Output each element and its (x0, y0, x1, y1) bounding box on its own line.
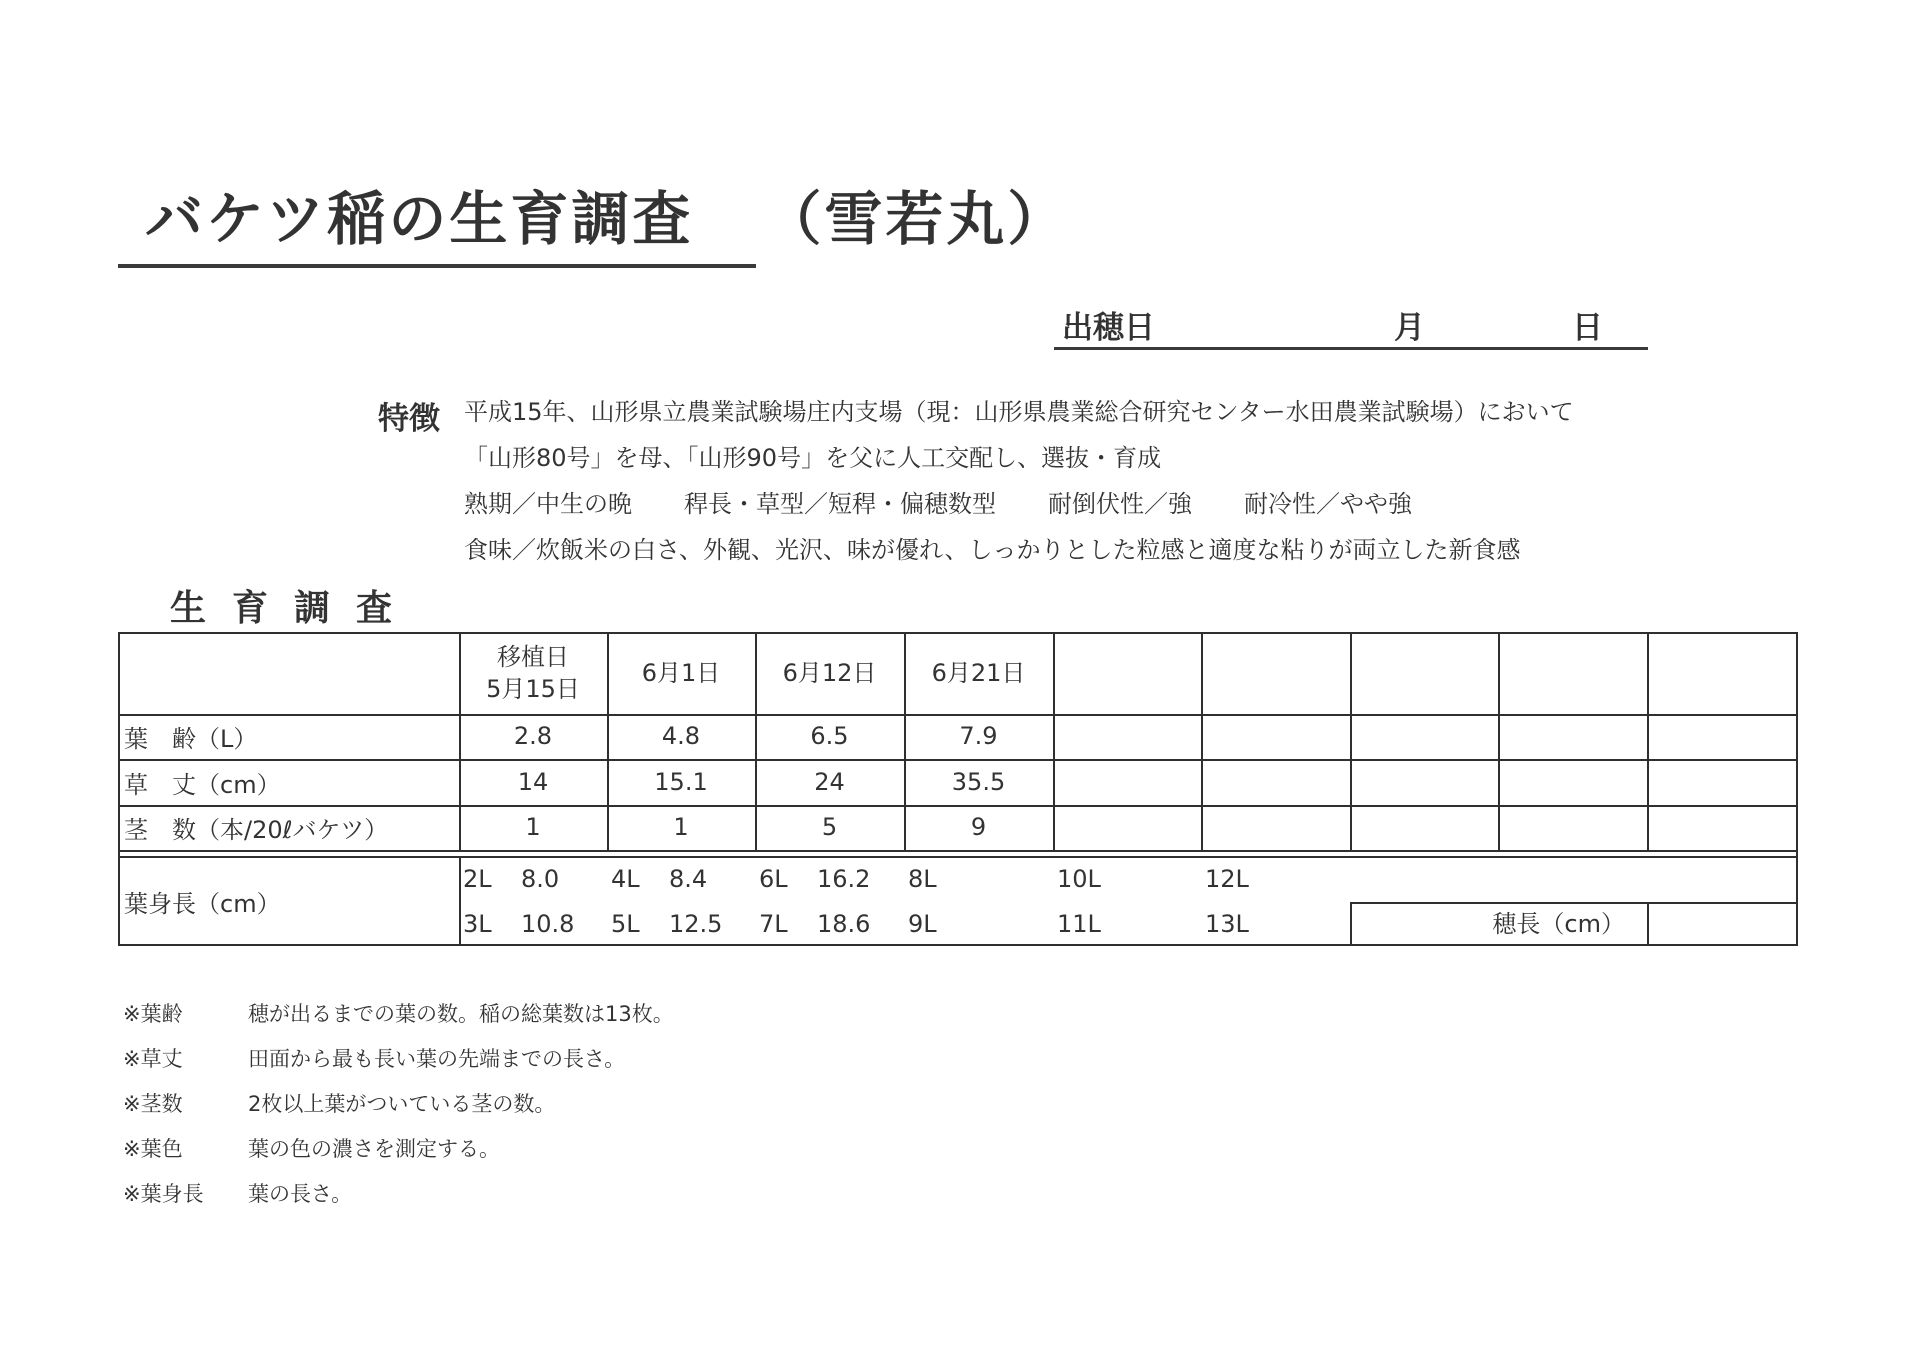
table-cell: 6.5 (810, 722, 849, 751)
leaf-length-entry (908, 856, 1051, 902)
table-cell (1350, 805, 1498, 850)
leaf-length-value: 8.4 (669, 865, 708, 893)
leaf-length-value: 18.6 (817, 910, 871, 938)
heading-date-label: 出穂日 (1062, 310, 1155, 346)
table-cell (1647, 759, 1798, 805)
leaf-length-value: 8.0 (521, 865, 560, 893)
leaf-number: 7L (759, 910, 788, 938)
leaf-number: 13L (1205, 910, 1249, 938)
table-cell (1350, 759, 1498, 805)
leaf-number: 4L (611, 865, 640, 893)
table-cell: 9 (970, 813, 987, 842)
note-key: ※葉身長 (123, 1182, 204, 1206)
features-line-3 (464, 484, 1412, 519)
features-label: 特徴 (378, 401, 440, 437)
table-cell (1350, 714, 1498, 759)
table-cell: 1 (673, 813, 689, 842)
table-cell (1201, 714, 1350, 759)
table-cell (1647, 805, 1798, 850)
title-main: バケツ稲の生育調査 (145, 185, 694, 253)
note-text: 2枚以上葉がついている茎の数。 (248, 1092, 556, 1116)
leaf-number: 10L (1057, 865, 1101, 893)
row-label: 茎 数（本/20ℓバケツ） (124, 816, 389, 844)
table-cell: 4.8 (661, 722, 701, 751)
leaf-number: 5L (611, 910, 640, 938)
leaf-length-entry (463, 902, 605, 946)
note-text: 葉の色の濃さを測定する。 (248, 1137, 500, 1161)
leaf-number: 3L (463, 910, 492, 938)
features-line-1: 平成15年、山形県立農業試験場庄内支場（現：山形県農業総合研究センター水田農業試験場）において (464, 398, 1574, 426)
leaf-number: 2L (463, 865, 492, 893)
leaf-length-value: 10.8 (521, 910, 575, 938)
heading-date-month: 月 (1394, 310, 1425, 346)
row-label: 草 丈（cm） (124, 770, 281, 799)
leaf-number: 6L (759, 865, 788, 893)
table-cell (1053, 805, 1201, 850)
survey-title: 生育調査 (170, 588, 419, 629)
ear-length-value (1647, 902, 1798, 946)
feature-lodging: 耐倒伏性／強 (1048, 490, 1192, 518)
leaf-number: 8L (908, 865, 937, 893)
note-text: 田面から最も長い葉の先端までの長さ。 (248, 1047, 626, 1071)
note-item (123, 1178, 352, 1208)
date-header-9 (1647, 632, 1798, 714)
table-cell: 15.1 (654, 767, 708, 796)
date-header-3: 6月12日 (782, 658, 877, 687)
table-cell (1201, 759, 1350, 805)
table-column-rule (459, 856, 461, 946)
leaf-length-entry (1205, 902, 1348, 946)
date-header-8 (1498, 632, 1647, 714)
leaf-length-entry (759, 902, 902, 946)
leaf-number: 9L (908, 910, 937, 938)
table-rule-double (118, 850, 1798, 852)
feature-maturity: 熟期／中生の晩 (464, 490, 632, 518)
date-header-7 (1350, 632, 1498, 714)
leaf-length-entry (1057, 856, 1199, 902)
date-header-6 (1201, 632, 1350, 714)
leaf-length-entry (759, 856, 902, 902)
note-item (123, 1043, 625, 1073)
table-cell: 1 (525, 813, 541, 842)
table-cell (1498, 714, 1647, 759)
table-cell (1498, 805, 1647, 850)
leaf-length-label: 葉身長（cm） (124, 889, 281, 918)
note-item (123, 998, 674, 1028)
table-cell: 2.8 (513, 722, 553, 751)
feature-culm: 稈長・草型／短稈・偏穂数型 (684, 490, 996, 518)
table-cell: 35.5 (951, 767, 1006, 796)
leaf-length-entry (611, 902, 753, 946)
leaf-number: 11L (1057, 910, 1101, 938)
table-cell: 14 (517, 767, 549, 796)
note-key: ※葉齢 (123, 1002, 183, 1026)
title-variety: （雪若丸） (763, 185, 1069, 253)
date-header-4: 6月21日 (931, 658, 1026, 687)
page-title (145, 172, 1068, 256)
survey-table (118, 632, 1798, 946)
leaf-length-entry (463, 856, 605, 902)
leaf-number: 12L (1205, 865, 1249, 893)
note-key: ※葉色 (123, 1137, 183, 1161)
row-label: 葉 齢（L） (124, 725, 258, 753)
leaf-length-entry (908, 902, 1051, 946)
date-header-5 (1053, 632, 1201, 714)
table-cell: 5 (821, 813, 838, 842)
leaf-length-entry (611, 856, 753, 902)
note-key: ※茎数 (123, 1092, 183, 1116)
features-line-2: 「山形80号」を母、「山形90号」を父に人工交配し、選抜・育成 (464, 444, 1162, 472)
date-header-1: 移植日 5月15日 (486, 642, 580, 703)
ear-length-label: 穂長（cm） (1492, 909, 1625, 938)
heading-date-underline (1054, 347, 1648, 350)
table-cell (1053, 714, 1201, 759)
note-text: 穂が出るまでの葉の数。稲の総葉数は13枚。 (248, 1002, 674, 1026)
heading-date-day: 日 (1572, 310, 1603, 346)
table-cell (1201, 805, 1350, 850)
table-cell: 24 (814, 767, 845, 796)
note-text: 葉の長さ。 (248, 1182, 353, 1206)
leaf-length-value: 16.2 (817, 865, 871, 893)
table-cell (1053, 759, 1201, 805)
note-item (123, 1088, 555, 1118)
note-item (123, 1133, 500, 1163)
features-line-4: 食味／炊飯米の白さ、外観、光沢、味が優れ、しっかりとした粒感と適度な粘りが両立した新食感 (464, 536, 1521, 564)
leaf-length-entry (1057, 902, 1199, 946)
leaf-length-value: 12.5 (669, 910, 723, 938)
date-header-2: 6月1日 (641, 658, 721, 687)
table-cell (1647, 714, 1798, 759)
note-key: ※草丈 (123, 1047, 183, 1071)
feature-cold: 耐冷性／やや強 (1244, 490, 1412, 518)
table-cell (1498, 759, 1647, 805)
table-cell: 7.9 (959, 722, 998, 751)
title-underline (118, 264, 756, 268)
leaf-length-entry (1205, 856, 1348, 902)
